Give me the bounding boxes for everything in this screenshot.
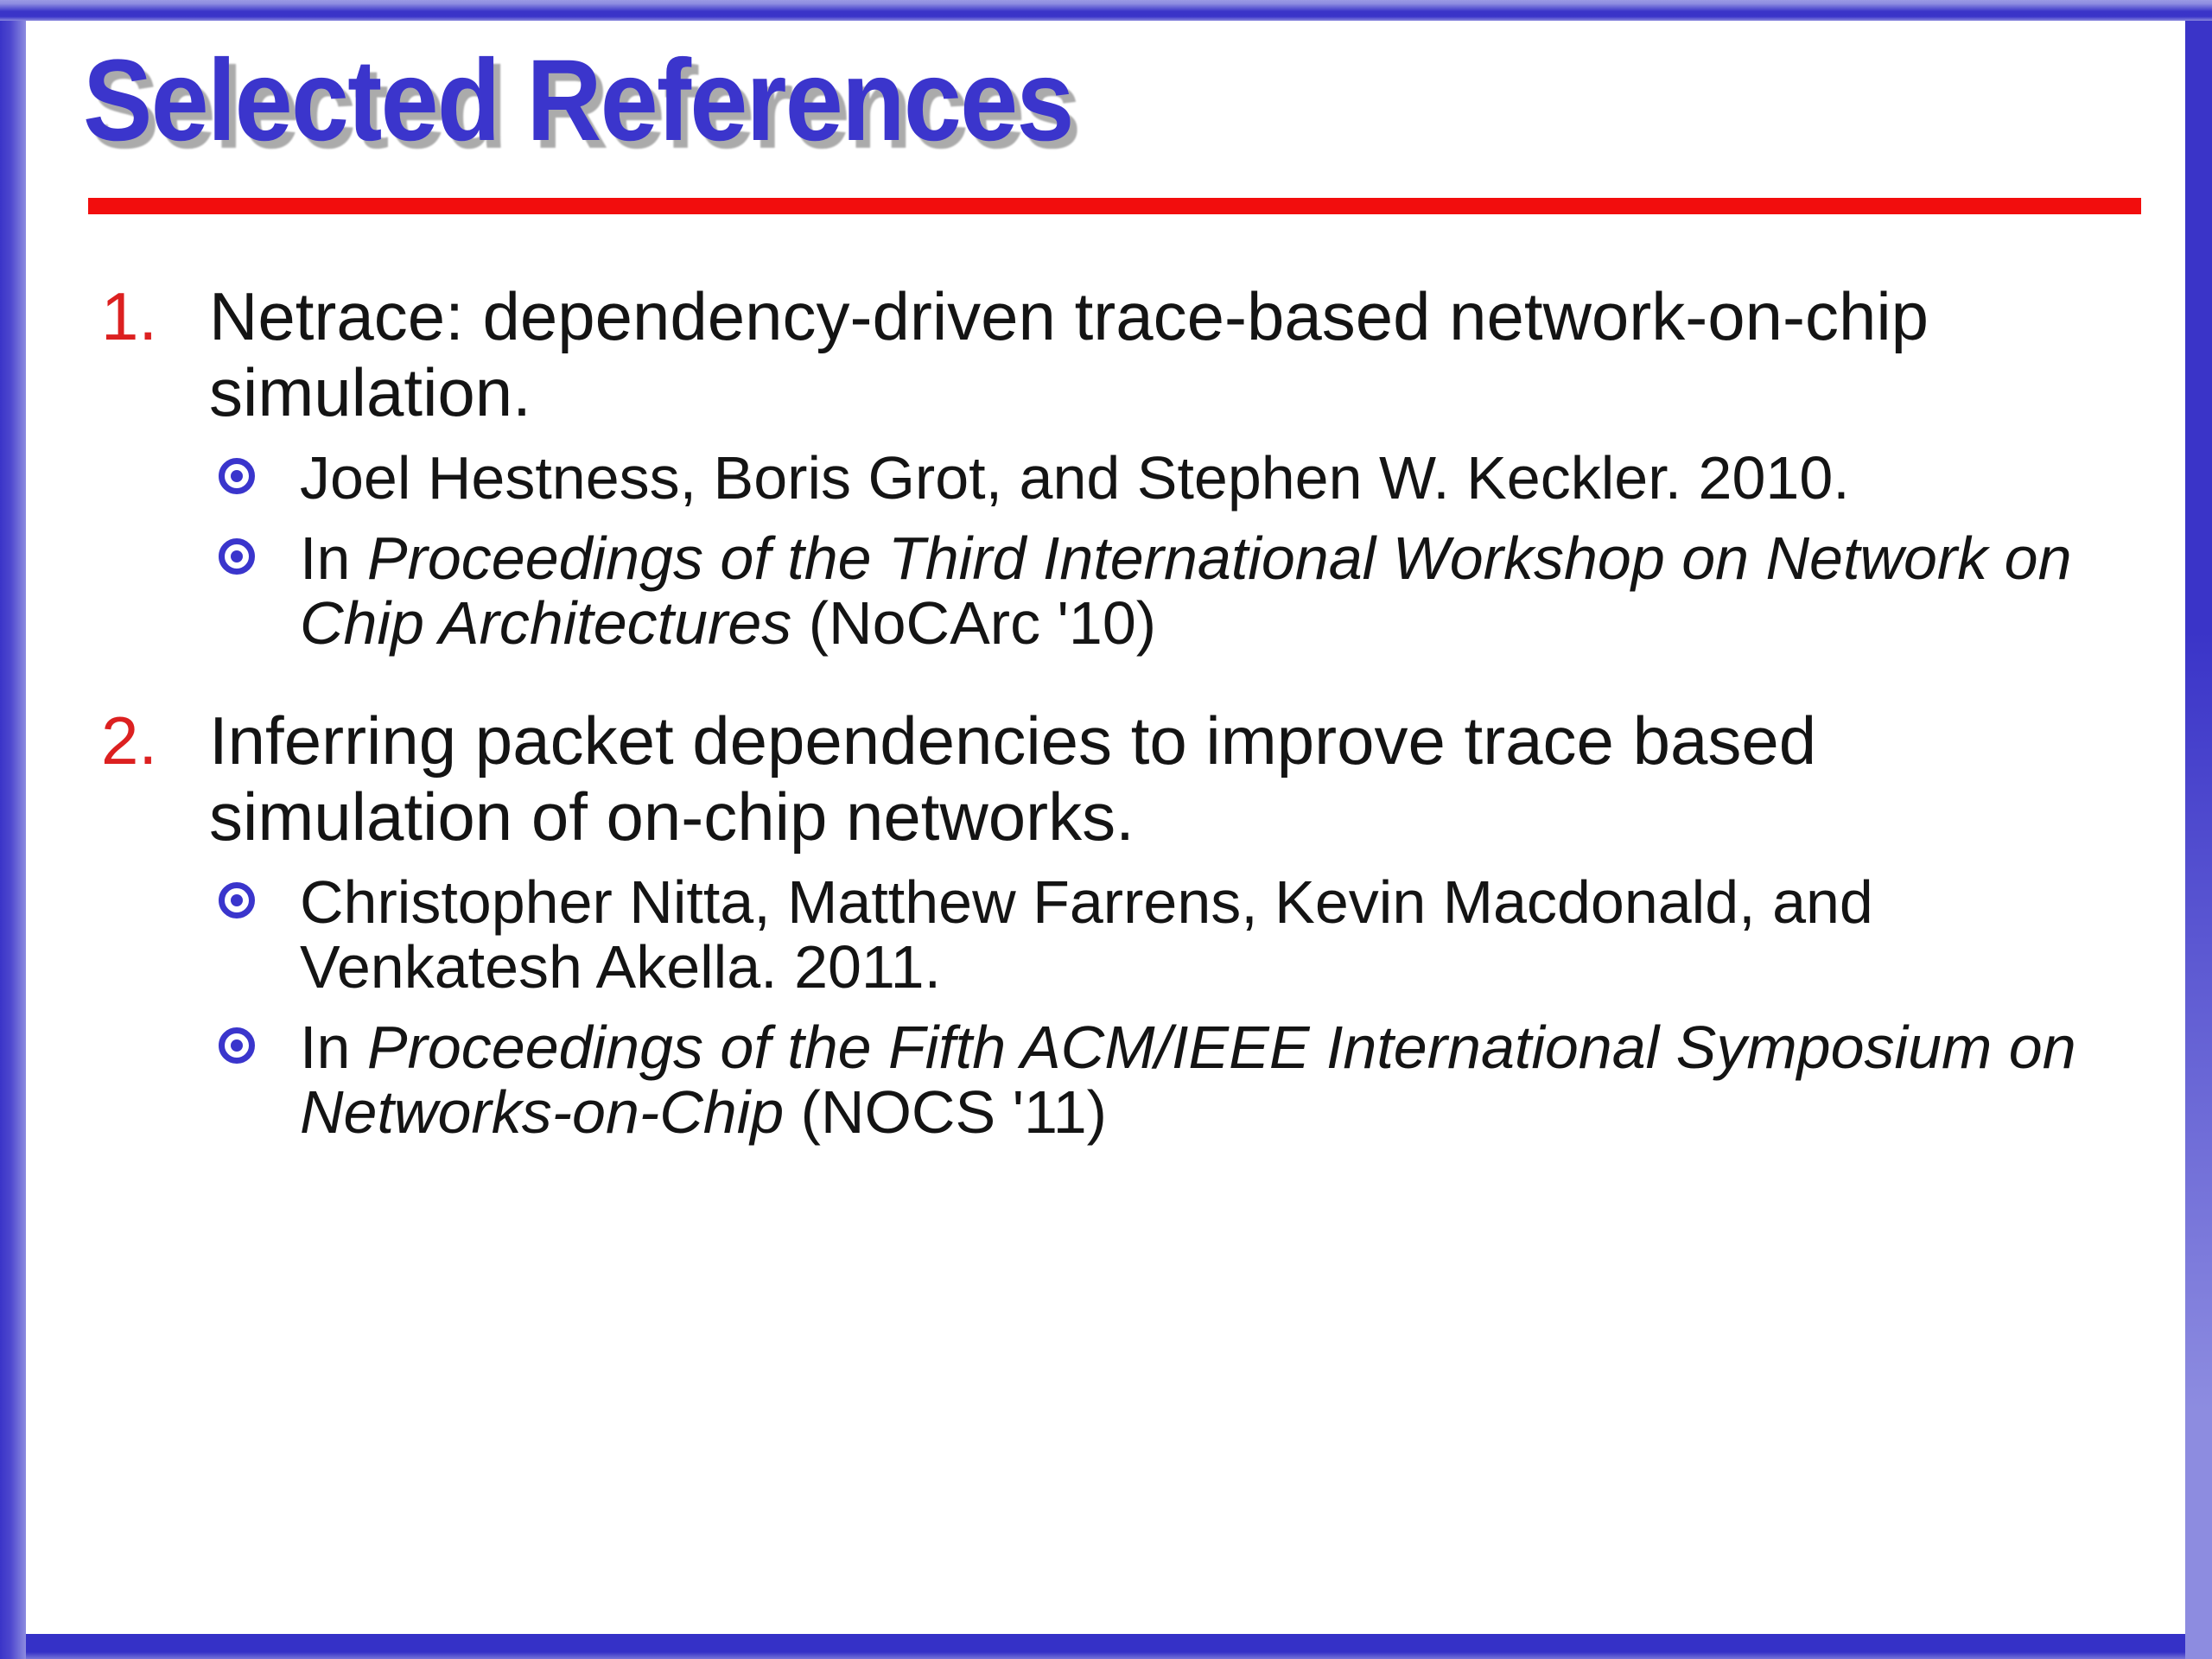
circle-dot-bullet-icon: [219, 458, 255, 494]
reference-1-venue: [300, 526, 2125, 656]
circle-dot-bullet-icon: [219, 882, 255, 918]
slide-title: Selected References: [83, 36, 1073, 165]
slide-border-left: [0, 0, 26, 1659]
reference-2-title: Inferring packet dependencies to improve trace based simulation of on-chip networks.: [209, 702, 1817, 855]
reference-2-venue-post: (NOCS '11): [784, 1078, 1107, 1146]
reference-1-venue-post: (NoCArc '10): [791, 589, 1157, 657]
reference-1-venue-italic: Proceedings of the Third International Workshop on Network on Chip Architectures: [300, 524, 2072, 657]
reference-1-number: 1.: [101, 278, 158, 354]
reference-2-authors-row: [101, 870, 2127, 1000]
reference-item-1: [101, 278, 2127, 656]
reference-2-authors-text: Christopher Nitta, Matthew Farrens, Kevin Macdonald, and Venkatesh Akella. 2011.: [300, 868, 1873, 1001]
reference-1-authors-text: Joel Hestness, Boris Grot, and Stephen W. Keckler. 2010.: [300, 444, 1850, 512]
reference-2-venue-italic: Proceedings of the Fifth ACM/IEEE International Symposium on Networks-on-Chip: [300, 1014, 2076, 1146]
reference-2-venue: [300, 1015, 2125, 1145]
reference-2-authors: [300, 870, 2125, 1000]
reference-2-venue-pre: In: [300, 1014, 367, 1081]
circle-dot-bullet-icon: [219, 538, 255, 575]
slide-border-top: [0, 0, 2212, 21]
reference-2-venue-row: [101, 1015, 2127, 1145]
reference-2-number: 2.: [101, 702, 158, 779]
slide-border-right: [2185, 0, 2212, 1659]
reference-2-heading: [101, 702, 2127, 855]
slide-border-bottom: [26, 1634, 2185, 1659]
reference-1-authors-row: [101, 446, 2127, 511]
circle-dot-bullet-icon: [219, 1027, 255, 1064]
reference-1-title: Netrace: dependency-driven trace-based network-on-chip simulation.: [209, 278, 1929, 430]
reference-1-venue-row: [101, 526, 2127, 656]
reference-1-heading: [101, 278, 2127, 430]
reference-1-authors: [300, 446, 1850, 511]
reference-list: [101, 278, 2127, 1145]
reference-1-venue-pre: In: [300, 524, 367, 592]
title-underline-rule: [88, 198, 2141, 214]
reference-item-2: [101, 702, 2127, 1145]
